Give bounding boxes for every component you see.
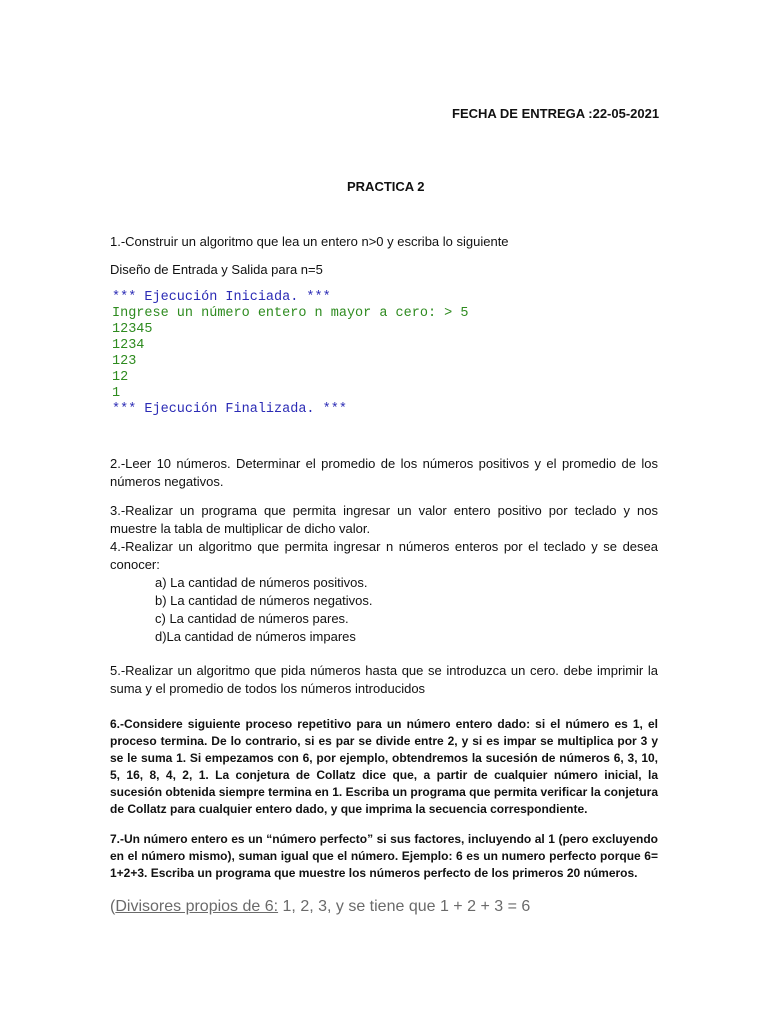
problem-4-item: b) La cantidad de números negativos. xyxy=(155,593,373,608)
console-output-line: 123 xyxy=(112,354,137,369)
console-start-line: *** Ejecución Iniciada. *** xyxy=(112,290,331,305)
note-label: Divisores propios de 6: xyxy=(115,898,279,915)
console-output-line: 12345 xyxy=(112,322,153,337)
problem-4-statement: 4.-Realizar un algoritmo que permita ingresar n números enteros por el teclado y se desea conocer: xyxy=(110,539,658,572)
problem-6: 6.-Considere siguiente proceso repetitivo para un número entero dado: si el número es 1, el proceso termina. De lo contrario, si es par se divide entre 2, y si es impar se multiplica por 3 y se le suma 1. Si empezamos con 6, por ejemplo, obtendremos la sucesión de números 6, 3, 10, 5, 16, 8, 4, 2, 1. La conjetura de Collatz dice que, a partir de cualquier número inicial, la sucesión obtenida siempre termina en 1. Escriba un programa que permita verificar la conjetura de Collatz para cualquier entero dado, y que imprima la secuencia correspondiente. xyxy=(110,717,658,816)
console-output-line: 1 xyxy=(112,386,121,401)
note-paren: ( xyxy=(110,898,116,915)
problem-3: 3.-Realizar un programa que permita ingresar un valor entero positivo por teclado y nos muestre la tabla de multiplicar de dicho valor. xyxy=(110,503,658,536)
problem-7-statement: 7.-Un número entero es un “número perfecto” si sus factores, incluyendo al 1 (pero excluyendo en el número mismo), suman igual que el número. Ejemplo: 6 es un numero perfecto porque 6= 1+2+3. Escriba un programa que muestre los números perfecto de los primeros 20 números. xyxy=(110,832,658,880)
note-rest: 1, 2, 3, y se tiene que 1 + 2 + 3 = 6 xyxy=(278,898,531,915)
page-title: PRACTICA 2 xyxy=(347,179,425,194)
due-date: FECHA DE ENTREGA :22-05-2021 xyxy=(452,106,660,121)
problem-1-statement: 1.-Construir un algoritmo que lea un entero n>0 y escriba lo siguiente xyxy=(110,234,509,249)
problem-5: 5.-Realizar un algoritmo que pida números hasta que se introduzca un cero. debe imprimir la suma y el promedio de todos los números introducidos xyxy=(110,663,658,696)
io-caption: Diseño de Entrada y Salida para n=5 xyxy=(110,262,323,277)
console-output-line: 12 xyxy=(112,370,129,385)
console-end-line: *** Ejecución Finalizada. *** xyxy=(112,402,347,417)
console-prompt-line: Ingrese un número entero n mayor a cero: > 5 xyxy=(112,306,469,321)
console-output xyxy=(112,290,468,418)
console-output-line: 1234 xyxy=(112,338,145,353)
problem-4-item: d)La cantidad de números impares xyxy=(155,629,356,644)
problem-2: 2.-Leer 10 números. Determinar el promedio de los números positivos y el promedio de los números negativos. xyxy=(110,456,658,489)
problem-4-item: c) La cantidad de números pares. xyxy=(155,611,349,626)
divisors-note xyxy=(110,897,530,917)
problem-4-item: a) La cantidad de números positivos. xyxy=(155,575,368,590)
